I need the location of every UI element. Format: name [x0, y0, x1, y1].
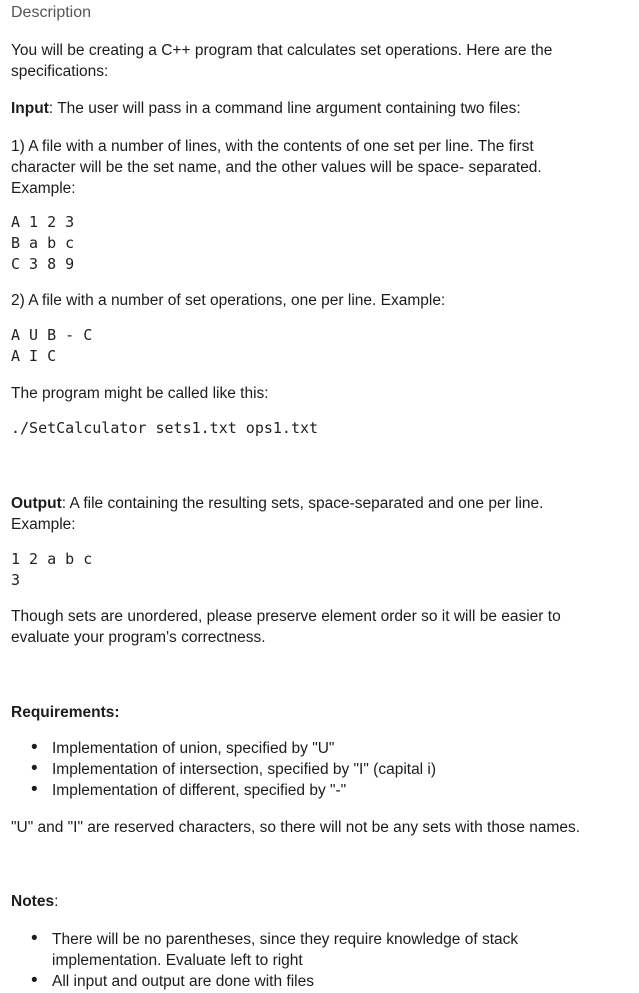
unordered-paragraph: [11, 606, 561, 648]
file1-line-1: 1) A file with a number of lines, with the contents of one set per line. The first: [11, 138, 534, 155]
list-item: • Implementation of union, specified by "U": [11, 738, 436, 759]
code-line: B a b c: [11, 234, 75, 252]
input-text: : The user will pass in a command line argument containing two files:: [48, 100, 521, 117]
file2-paragraph: 2) A file with a number of set operations, one per line. Example:: [11, 292, 446, 309]
file1-line-3: Example:: [11, 180, 76, 197]
ops-example-block: [11, 325, 92, 367]
output-example-block: [11, 549, 92, 591]
note1-line-1: • There will be no parentheses, since they require knowledge of stack: [52, 931, 519, 948]
note1-line-2: implementation. Evaluate left to right: [52, 952, 303, 969]
unordered-line-2: evaluate your program's correctness.: [11, 629, 266, 646]
code-line: 1 2 a b c: [11, 550, 93, 568]
output-text: : A file containing the resulting sets, space-separated and one per line.: [61, 495, 544, 512]
notes-label: Notes: [11, 893, 55, 910]
input-label: Input: [11, 100, 49, 117]
output-example-label: Example:: [11, 516, 76, 533]
code-line: 3: [11, 571, 21, 589]
intro-line-2: specifications:: [11, 63, 109, 80]
list-item: • Implementation of different, specified by "-": [11, 780, 436, 801]
reserved-paragraph: "U" and "I" are reserved characters, so there will not be any sets with those names.: [11, 819, 581, 836]
output-label: Output: [11, 495, 62, 512]
list-item: [11, 929, 518, 971]
intro-paragraph: [11, 40, 552, 82]
notes-heading: Notes:: [11, 893, 59, 910]
code-line: A 1 2 3: [11, 213, 75, 231]
notes-list: [11, 929, 518, 992]
file1-paragraph: [11, 136, 542, 199]
output-paragraph: [11, 493, 543, 535]
file1-line-2: character will be the set name, and the other values will be space- separated.: [11, 159, 542, 176]
code-line: A I C: [11, 347, 57, 365]
intro-line-1: You will be creating a C++ program that calculates set operations. Here are the: [11, 42, 553, 59]
requirements-list: [11, 738, 436, 801]
list-item: • Implementation of intersection, specified by "I" (capital i): [11, 759, 436, 780]
code-line: C 3 8 9: [11, 255, 75, 273]
call-paragraph: The program might be called like this:: [11, 385, 269, 402]
code-line: A U B - C: [11, 326, 93, 344]
page-title: Description: [11, 4, 92, 21]
requirements-heading: Requirements:: [11, 704, 120, 721]
unordered-line-1: Though sets are unordered, please preserve element order so it will be easier to: [11, 608, 561, 625]
input-paragraph: [11, 98, 521, 119]
list-item: • All input and output are done with files: [11, 971, 518, 992]
command-line: ./SetCalculator sets1.txt ops1.txt: [11, 419, 319, 437]
sets-example-block: [11, 212, 74, 275]
